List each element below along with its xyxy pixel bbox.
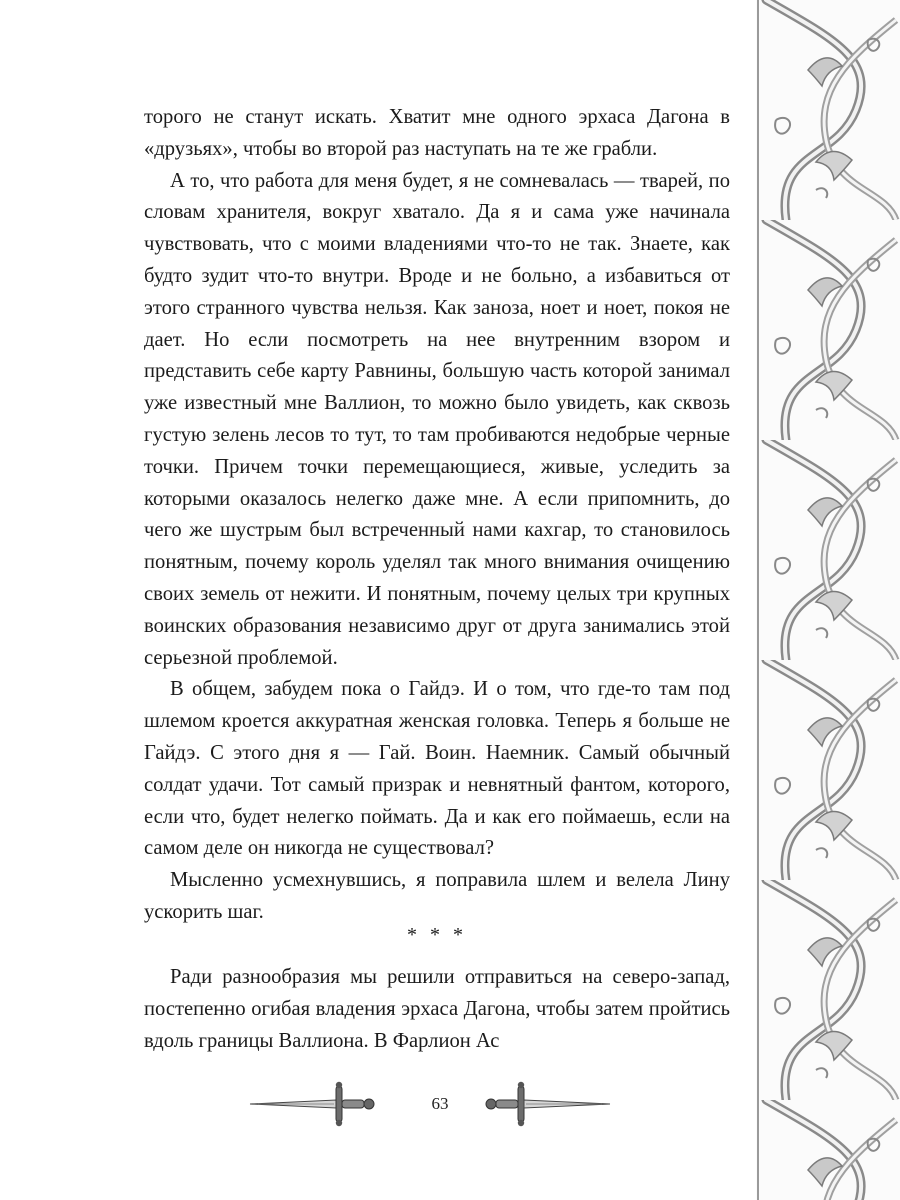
page-number: 63 (431, 1094, 449, 1113)
floral-scroll-border (756, 0, 900, 1200)
paragraph: В общем, забудем пока о Гайдэ. И о том, что где-то там под шлемом кроется аккуратная женская головка. Теперь я больше не Гайдэ. С этого дня я — Гай. Воин. Наемник. Самый обычный солдат удачи. Тот самый призрак и невнятный фантом, которого, если что, будет нелегко поймать. Да и как его поймаешь, если на самом деле он никогда не существовал? (144, 678, 730, 860)
section-break: * * * (407, 924, 467, 946)
page-footer (240, 1078, 640, 1138)
paragraph: торого не станут искать. Хватит мне одного эрхаса Дагона в «друзьях», чтобы во второй раз наступать на те же грабли. (144, 106, 730, 160)
main-text (144, 102, 730, 929)
paragraph: Мысленно усмехнувшись, я поправила шлем и велела Лину ускорить шаг. (144, 869, 730, 923)
text-after-break (144, 962, 730, 1057)
sword-icon (482, 1078, 612, 1128)
paragraph: Ради разнообразия мы решили отправиться на северо-запад, постепенно огибая владения эрхаса Дагона, чтобы затем пройтись вдоль границы Валлиона. В Фарлион Ас (144, 966, 730, 1052)
paragraph: А то, что работа для меня будет, я не сомневалась — тварей, по словам хранителя, вокруг хватало. Да я и сама уже начинала чувствовать, что с моими владениями что-то не так. Знаете, как будто зудит что-то внутри. Вроде и не больно, а избавиться от этого странного чувства нельзя. Как заноза, ноет и ноет, покоя не дает. Но если посмотреть на нее внутренним взором и представить себе карту Равнины, большую часть которой занимал уже известный мне Валлион, то можно было увидеть, как сквозь густую зелень лесов то тут, то там пробиваются недобрые черные точки. Причем точки перемещающиеся, живые, уследить за которыми оказалось нелегко даже мне. А если припомнить, до чего же шустрым был встреченный нами кахгар, то становилось понятным, почему король уделял так много внимания очищению своих земель от нежити. И понятным, почему целых три крупных воинских образования независимо друг от друга занимались этой серьезной проблемой. (144, 169, 730, 669)
floral-border-icon (756, 0, 900, 1200)
